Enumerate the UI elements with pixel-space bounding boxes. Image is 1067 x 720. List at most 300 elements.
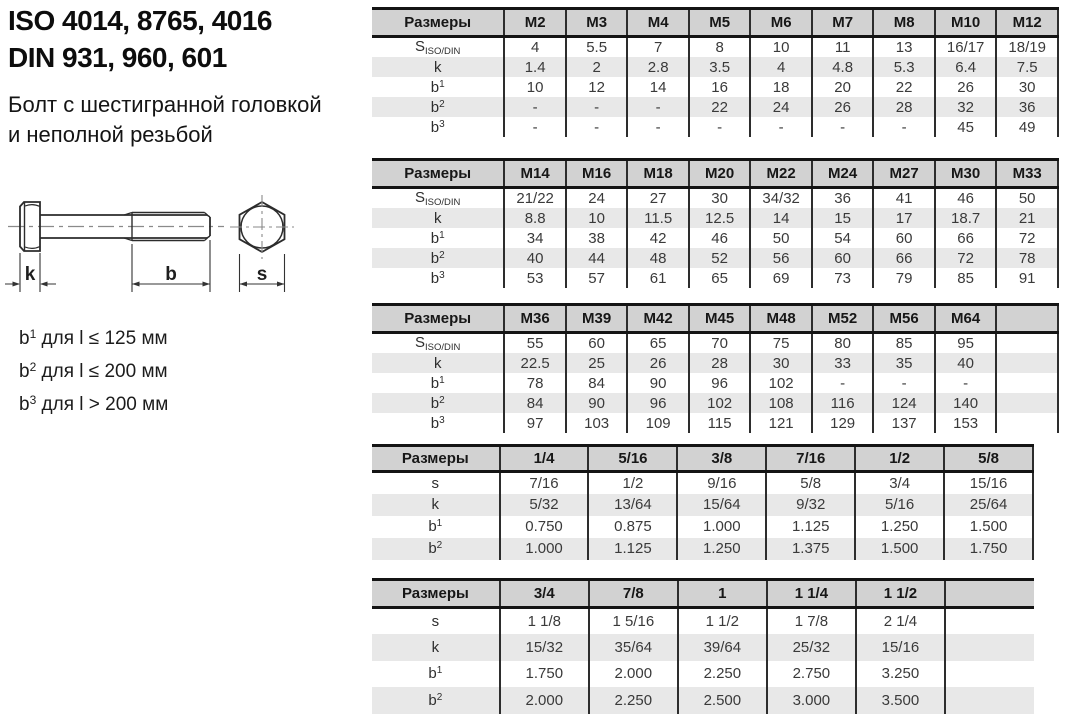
cell-value: 2.500 xyxy=(678,687,767,714)
cell-value: 34 xyxy=(504,228,566,248)
row-label: s xyxy=(431,613,440,630)
cell-value: 2 1/4 xyxy=(856,608,945,635)
cell-value: 2.000 xyxy=(589,661,678,688)
cell-value: 35/64 xyxy=(589,634,678,661)
table-row xyxy=(372,37,1058,58)
cell-value: 121 xyxy=(750,413,812,433)
cell-value: 90 xyxy=(627,373,689,393)
cell-value: 57 xyxy=(566,268,628,288)
footnote-b1: $b^1$ для l ≤ 125 мм xyxy=(19,327,168,349)
spec-table-metric-m36-m64 xyxy=(372,303,1059,433)
cell-value: 85 xyxy=(873,333,935,354)
column-header: M20 xyxy=(689,160,751,188)
cell-value: 5/8 xyxy=(766,472,855,494)
column-header: M36 xyxy=(504,305,566,333)
cell-value: 66 xyxy=(873,248,935,268)
column-header: M64 xyxy=(935,305,997,333)
row-label: $b^1$ xyxy=(428,665,443,683)
cell-value: 65 xyxy=(689,268,751,288)
cell-value: 25/64 xyxy=(944,494,1033,516)
row-label: $b^1$ xyxy=(428,518,443,535)
cell-value: 17 xyxy=(873,208,935,228)
cell-value: 72 xyxy=(935,248,997,268)
cell-value: 8.8 xyxy=(504,208,566,228)
spec-table-metric-m14-m33 xyxy=(372,158,1059,288)
cell-value: 25/32 xyxy=(767,634,856,661)
cell-value: - xyxy=(566,97,628,117)
spec-table-grid xyxy=(372,303,1059,433)
cell-value: 4 xyxy=(750,57,812,77)
cell-value: 2 xyxy=(566,57,628,77)
row-label: k xyxy=(372,494,500,516)
spec-table-grid xyxy=(372,444,1034,560)
spec-table-metric-m2-m12 xyxy=(372,7,1059,137)
table-row xyxy=(372,634,1034,661)
table-header-row xyxy=(372,9,1058,37)
cell-value: 42 xyxy=(627,228,689,248)
cell-value: 97 xyxy=(504,413,566,433)
cell-value: 4.8 xyxy=(812,57,874,77)
cell-empty xyxy=(996,393,1058,413)
column-header: 3/4 xyxy=(500,580,589,608)
cell-value: 3.500 xyxy=(856,687,945,714)
spec-table-grid xyxy=(372,578,1034,714)
cell-value: 33 xyxy=(812,353,874,373)
cell-empty xyxy=(945,687,1034,714)
table-row xyxy=(372,117,1058,137)
row-label: k xyxy=(372,634,500,661)
row-label: $b^3$ xyxy=(430,269,445,287)
column-header: 5/8 xyxy=(944,446,1033,472)
spec-table-grid xyxy=(372,7,1059,137)
cell-value: 30 xyxy=(750,353,812,373)
column-header: M56 xyxy=(873,305,935,333)
column-header: 1/2 xyxy=(855,446,944,472)
dim-s-arrow-right xyxy=(277,282,285,287)
cell-value: 5.5 xyxy=(566,37,628,58)
dim-b-arrow-left xyxy=(132,282,140,287)
column-header: M14 xyxy=(504,160,566,188)
hex-view-centerlines xyxy=(230,195,294,259)
row-label: $S_{ISO/DIN}$ xyxy=(415,334,461,353)
cell-value: 32 xyxy=(935,97,997,117)
cell-value: 15/16 xyxy=(856,634,945,661)
cell-value: 44 xyxy=(566,248,628,268)
dim-s-label: s xyxy=(256,264,268,285)
column-header-empty xyxy=(945,580,1034,608)
table-row xyxy=(372,97,1058,117)
cell-value: 8 xyxy=(689,37,751,58)
table-corner-label: Размеры xyxy=(372,580,500,608)
table-row xyxy=(372,516,1033,538)
table-row xyxy=(372,393,1058,413)
cell-value: 53 xyxy=(504,268,566,288)
cell-empty xyxy=(996,413,1058,433)
cell-value: 36 xyxy=(996,97,1058,117)
cell-value: - xyxy=(504,117,566,137)
cell-value: 5/16 xyxy=(855,494,944,516)
table-row xyxy=(372,538,1033,560)
cell-value: 66 xyxy=(935,228,997,248)
row-label: $b^2$ xyxy=(372,538,500,560)
cell-value: 0.875 xyxy=(588,516,677,538)
cell-value: 140 xyxy=(935,393,997,413)
dim-s-arrow-left xyxy=(240,282,248,287)
cell-value: 3/4 xyxy=(855,472,944,494)
cell-value: 6.4 xyxy=(935,57,997,77)
footnotes xyxy=(19,320,168,419)
cell-value: 1.000 xyxy=(500,538,589,560)
cell-value: 96 xyxy=(627,393,689,413)
cell-value: - xyxy=(873,373,935,393)
cell-value: 12 xyxy=(566,77,628,97)
cell-value: 2.250 xyxy=(589,687,678,714)
cell-value: 60 xyxy=(812,248,874,268)
dim-k-arrow-left xyxy=(13,282,21,287)
cell-value: 26 xyxy=(627,353,689,373)
cell-value: 56 xyxy=(750,248,812,268)
cell-value: 45 xyxy=(935,117,997,137)
dim-k-label: k xyxy=(24,264,36,285)
cell-value: 35 xyxy=(873,353,935,373)
cell-value: 2.250 xyxy=(678,661,767,688)
cell-value: 15/16 xyxy=(944,472,1033,494)
cell-value: 1.125 xyxy=(588,538,677,560)
cell-value: 84 xyxy=(504,393,566,413)
table-row xyxy=(372,472,1033,494)
column-header: M42 xyxy=(627,305,689,333)
cell-value: - xyxy=(935,373,997,393)
cell-value: 2.750 xyxy=(767,661,856,688)
table-row xyxy=(372,353,1058,373)
cell-value: 84 xyxy=(566,373,628,393)
bolt-technical-drawing xyxy=(0,170,350,305)
footnote-b2: $b^2$ для l ≤ 200 мм xyxy=(19,360,168,382)
cell-value: 72 xyxy=(996,228,1058,248)
table-row xyxy=(372,413,1058,433)
spec-table-inch-quarter-to-fiveeighths xyxy=(372,444,1034,560)
cell-value: 52 xyxy=(689,248,751,268)
table-corner-label: Размеры xyxy=(372,9,504,37)
cell-value: 40 xyxy=(504,248,566,268)
cell-value: 1.750 xyxy=(944,538,1033,560)
table-row xyxy=(372,77,1058,97)
table-row xyxy=(372,608,1034,635)
cell-value: 116 xyxy=(812,393,874,413)
cell-value: 1 1/2 xyxy=(678,608,767,635)
cell-value: 9/32 xyxy=(766,494,855,516)
cell-value: 95 xyxy=(935,333,997,354)
cell-empty xyxy=(945,661,1034,688)
cell-value: 3.000 xyxy=(767,687,856,714)
cell-value: 27 xyxy=(627,188,689,209)
cell-value: - xyxy=(504,97,566,117)
page-title xyxy=(8,2,272,76)
cell-value: 1.750 xyxy=(500,661,589,688)
cell-value: 22 xyxy=(689,97,751,117)
column-header: M2 xyxy=(504,9,566,37)
column-header: M12 xyxy=(996,9,1058,37)
row-label: $b^1$ xyxy=(430,229,445,247)
cell-value: 109 xyxy=(627,413,689,433)
table-row xyxy=(372,687,1034,714)
cell-value: 18.7 xyxy=(935,208,997,228)
cell-value: 25 xyxy=(566,353,628,373)
title-iso: ISO 4014, 8765, 4016 xyxy=(8,5,272,36)
column-header: M10 xyxy=(935,9,997,37)
cell-value: 1 7/8 xyxy=(767,608,856,635)
cell-value: 46 xyxy=(689,228,751,248)
cell-value: 36 xyxy=(812,188,874,209)
cell-value: 2.000 xyxy=(500,687,589,714)
cell-value: 13/64 xyxy=(588,494,677,516)
cell-value: 70 xyxy=(689,333,751,354)
cell-value: 30 xyxy=(689,188,751,209)
column-header: M18 xyxy=(627,160,689,188)
cell-value: 7/16 xyxy=(500,472,589,494)
cell-value: 34/32 xyxy=(750,188,812,209)
cell-value: 21 xyxy=(996,208,1058,228)
cell-value: 115 xyxy=(689,413,751,433)
cell-value: 79 xyxy=(873,268,935,288)
row-label: $b^3$ xyxy=(430,118,445,136)
table-corner-label: Размеры xyxy=(372,160,504,188)
cell-value: 16 xyxy=(689,77,751,97)
cell-value: 39/64 xyxy=(678,634,767,661)
footnote-b3: $b^3$ для l > 200 мм xyxy=(19,393,169,415)
cell-empty xyxy=(996,333,1058,354)
cell-value: 129 xyxy=(812,413,874,433)
cell-value: 15/64 xyxy=(677,494,766,516)
cell-value: 137 xyxy=(873,413,935,433)
cell-value: 75 xyxy=(750,333,812,354)
cell-value: 78 xyxy=(996,248,1058,268)
cell-value: 22 xyxy=(873,77,935,97)
cell-empty xyxy=(996,353,1058,373)
cell-value: 1.500 xyxy=(855,538,944,560)
cell-value: 50 xyxy=(996,188,1058,209)
cell-value: 7.5 xyxy=(996,57,1058,77)
cell-empty xyxy=(945,634,1034,661)
column-header: M30 xyxy=(935,160,997,188)
row-label: $b^1$ xyxy=(430,374,445,392)
cell-value: 7 xyxy=(627,37,689,58)
column-header: 1 xyxy=(678,580,767,608)
cell-value: 60 xyxy=(566,333,628,354)
cell-value: 80 xyxy=(812,333,874,354)
cell-value: 24 xyxy=(566,188,628,209)
cell-value: 22.5 xyxy=(504,353,566,373)
column-header: M3 xyxy=(566,9,628,37)
cell-value: 9/16 xyxy=(677,472,766,494)
cell-value: 1.250 xyxy=(677,538,766,560)
column-header: M24 xyxy=(812,160,874,188)
cell-value: 26 xyxy=(935,77,997,97)
row-label: k xyxy=(372,353,504,373)
cell-value: - xyxy=(566,117,628,137)
cell-value: 28 xyxy=(873,97,935,117)
cell-value: 91 xyxy=(996,268,1058,288)
cell-value: 1.125 xyxy=(766,516,855,538)
cell-value: 124 xyxy=(873,393,935,413)
column-header: M7 xyxy=(812,9,874,37)
cell-value: 12.5 xyxy=(689,208,751,228)
cell-value: 69 xyxy=(750,268,812,288)
cell-value: - xyxy=(873,117,935,137)
cell-value: - xyxy=(812,117,874,137)
cell-value: 1 5/16 xyxy=(589,608,678,635)
column-header: 1 1/4 xyxy=(767,580,856,608)
cell-value: 46 xyxy=(935,188,997,209)
table-header-row xyxy=(372,160,1058,188)
table-row xyxy=(372,268,1058,288)
table-corner-label: Размеры xyxy=(372,305,504,333)
cell-value: 18 xyxy=(750,77,812,97)
cell-value: 1.500 xyxy=(944,516,1033,538)
table-row xyxy=(372,188,1058,209)
table-row xyxy=(372,494,1033,516)
cell-value: 28 xyxy=(689,353,751,373)
column-header: M45 xyxy=(689,305,751,333)
cell-value: 1.000 xyxy=(677,516,766,538)
cell-value: 5.3 xyxy=(873,57,935,77)
cell-value: 10 xyxy=(566,208,628,228)
table-row xyxy=(372,208,1058,228)
cell-value: 1/2 xyxy=(588,472,677,494)
dim-b-label: b xyxy=(165,264,177,285)
subtitle-line1: Болт с шестигранной головкой xyxy=(8,92,322,117)
cell-value: - xyxy=(627,117,689,137)
table-row xyxy=(372,228,1058,248)
cell-value: 16/17 xyxy=(935,37,997,58)
cell-value: 2.8 xyxy=(627,57,689,77)
cell-value: 61 xyxy=(627,268,689,288)
cell-value: 38 xyxy=(566,228,628,248)
cell-value: 40 xyxy=(935,353,997,373)
cell-value: 13 xyxy=(873,37,935,58)
column-header: M4 xyxy=(627,9,689,37)
cell-value: 30 xyxy=(996,77,1058,97)
row-label: s xyxy=(431,474,440,492)
cell-value: 102 xyxy=(689,393,751,413)
table-corner-label: Размеры xyxy=(372,446,500,472)
cell-value: 24 xyxy=(750,97,812,117)
column-header-empty xyxy=(996,305,1058,333)
cell-value: 1 1/8 xyxy=(500,608,589,635)
cell-value: 102 xyxy=(750,373,812,393)
dim-b-arrow-right xyxy=(203,282,211,287)
cell-value: 96 xyxy=(689,373,751,393)
cell-value: 26 xyxy=(812,97,874,117)
column-header: 1/4 xyxy=(500,446,589,472)
column-header: M16 xyxy=(566,160,628,188)
row-label: $b^2$ xyxy=(372,687,500,714)
cell-value: 14 xyxy=(627,77,689,97)
cell-value: 65 xyxy=(627,333,689,354)
cell-value: - xyxy=(689,117,751,137)
table-row xyxy=(372,57,1058,77)
table-header-row xyxy=(372,446,1033,472)
column-header: 7/16 xyxy=(766,446,855,472)
cell-value: 4 xyxy=(504,37,566,58)
cell-value: 108 xyxy=(750,393,812,413)
cell-value: - xyxy=(750,117,812,137)
cell-value: 103 xyxy=(566,413,628,433)
cell-value: 55 xyxy=(504,333,566,354)
cell-value: 1.375 xyxy=(766,538,855,560)
cell-value: 3.5 xyxy=(689,57,751,77)
column-header: 3/8 xyxy=(677,446,766,472)
page-subtitle xyxy=(8,90,322,150)
row-label: $S_{ISO/DIN}$ xyxy=(415,189,461,208)
cell-value: 85 xyxy=(935,268,997,288)
table-row xyxy=(372,333,1058,354)
cell-value: 14 xyxy=(750,208,812,228)
subtitle-line2: и неполной резьбой xyxy=(8,122,213,147)
column-header: M6 xyxy=(750,9,812,37)
cell-value: 78 xyxy=(504,373,566,393)
cell-value: 11.5 xyxy=(627,208,689,228)
cell-value: 73 xyxy=(812,268,874,288)
cell-value: 5/32 xyxy=(500,494,589,516)
cell-value: 90 xyxy=(566,393,628,413)
cell-value: 10 xyxy=(504,77,566,97)
cell-value: 3.250 xyxy=(856,661,945,688)
row-label: $b^2$ xyxy=(372,393,504,413)
spec-table-grid xyxy=(372,158,1059,288)
cell-value: 54 xyxy=(812,228,874,248)
column-header: M5 xyxy=(689,9,751,37)
table-row xyxy=(372,373,1058,393)
cell-value: 49 xyxy=(996,117,1058,137)
dim-k-arrow-right xyxy=(40,282,48,287)
spec-table-inch-threequarter-to-oneandhalf xyxy=(372,578,1034,714)
column-header: M8 xyxy=(873,9,935,37)
column-header: 7/8 xyxy=(589,580,678,608)
cell-value: 21/22 xyxy=(504,188,566,209)
row-label: $b^2$ xyxy=(372,97,504,117)
table-header-row xyxy=(372,580,1034,608)
cell-empty xyxy=(945,608,1034,635)
cell-value: 41 xyxy=(873,188,935,209)
row-label: $S_{ISO/DIN}$ xyxy=(415,38,461,57)
cell-value: 15/32 xyxy=(500,634,589,661)
table-row xyxy=(372,661,1034,688)
row-label: k xyxy=(372,208,504,228)
cell-value: 153 xyxy=(935,413,997,433)
table-header-row xyxy=(372,305,1058,333)
table-row xyxy=(372,248,1058,268)
cell-value: 18/19 xyxy=(996,37,1058,58)
column-header: 5/16 xyxy=(588,446,677,472)
cell-value: 1.250 xyxy=(855,516,944,538)
cell-value: - xyxy=(627,97,689,117)
column-header: M39 xyxy=(566,305,628,333)
cell-value: 1.4 xyxy=(504,57,566,77)
title-din: DIN 931, 960, 601 xyxy=(8,42,227,73)
column-header: 1 1/2 xyxy=(856,580,945,608)
cell-value: 20 xyxy=(812,77,874,97)
column-header: M27 xyxy=(873,160,935,188)
row-label: $b^2$ xyxy=(372,248,504,268)
column-header: M22 xyxy=(750,160,812,188)
cell-empty xyxy=(996,373,1058,393)
row-label: $b^1$ xyxy=(430,78,445,96)
row-label: k xyxy=(372,57,504,77)
cell-value: 15 xyxy=(812,208,874,228)
column-header: M48 xyxy=(750,305,812,333)
cell-value: 48 xyxy=(627,248,689,268)
